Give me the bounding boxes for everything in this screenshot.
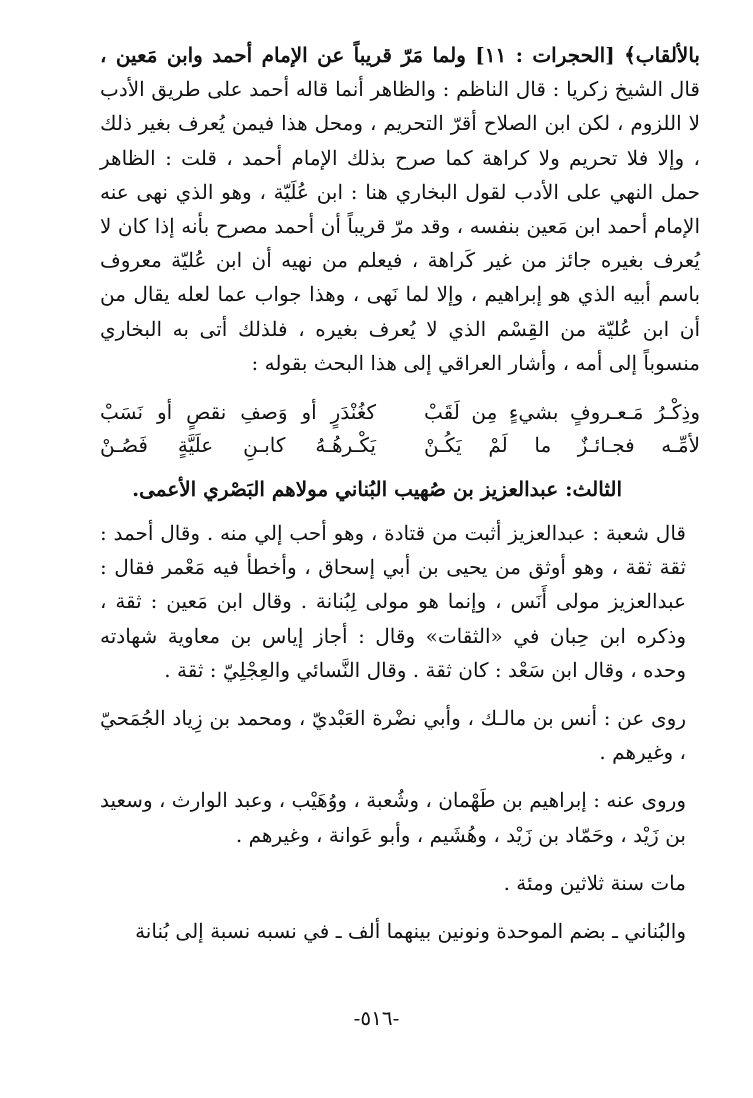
text-line: عُليّة معروف باسم أبيه الذي هو إبراهيم ، وإلا لما نَهى ، وهذا جواب xyxy=(100,248,701,307)
text-line: وروى عنه : إبراهيم بن طَهْمان ، وشُعبة ، ووُهَيْب ، وعبد الوارث ، xyxy=(158,788,686,813)
poem-hemistich: يَكْـرهُـهُ كابـنِ علَيَّةٍ فَصُـنْ xyxy=(100,433,376,458)
text-line: أحمد : ثقة ثقة ، وهو أوثق من يحيى بن أبي إسحاق ، وأخطأ فيه مَعْمر xyxy=(100,521,687,580)
poem-hemistich: كغُنْدَرٍ أو وَصفِ نقصٍ أو نَسَبْ xyxy=(100,400,376,425)
poem-hemistich: لأمِّـه فجـائـزٌ ما لَمْ يَكُـنْ xyxy=(424,433,700,458)
paragraph-nisba xyxy=(100,914,700,948)
text-line: بأنه إذا كان لا يُعرف بغيره جائز من غير كَراهة ، فيعلم من نهيه أن ابن xyxy=(100,214,700,273)
text-line: وسعيد بن زَيْد ، وحَمّاد بن زَيْد ، وهُشَيم ، وأبو عَوانة ، وغيرهم . xyxy=(100,788,686,847)
text-line: نهى عنه الإمام أحمد ابن مَعين بنفسه ، وقد مرّ قريباً أن أحمد مصرح xyxy=(100,179,700,239)
text-line: الجُمَحيّ ، وغيرهم . xyxy=(100,706,686,765)
poem-hemistich: وذِكْـرُ مَـعـروفٍ بشيءٍ مِن لَقَبْ xyxy=(424,400,700,425)
text-line: قال شعبة : عبدالعزيز أثبت من قتادة ، وهو أحب إلي منه . وقال xyxy=(160,521,686,546)
page-body xyxy=(100,38,700,948)
text-line: أتى به البخاري منسوباً إلى أمه ، وأشار العراقي إلى هذا البحث بقوله : xyxy=(100,316,700,375)
text-line: بالألقاب﴾ [الحجرات : ١١] ولما مَرّ قريباً عن الإمام أحمد وابن مَعين ، xyxy=(100,43,700,67)
text-line: ثقة ، وذكره ابن حِبان في «الثقات» وقال : أجاز إياس بن معاوية شهادته xyxy=(100,589,686,648)
text-line: فقال : عبدالعزيز مولى أَنَس ، وإنما هو مولى لِبُنانة . وقال ابن مَعين : xyxy=(100,555,687,614)
text-line: قال الشيخ زكريا : قال الناظم : والظاهر أنما قاله أحمد على طريق الأدب xyxy=(100,77,700,102)
poem-line xyxy=(100,429,700,462)
paragraph-narrated-from xyxy=(100,701,700,769)
text-line: روى عن : أنس بن مالـك ، وأبي نضْرة العَبْديّ ، ومحمد بن زِياد xyxy=(172,706,687,731)
paragraph-discussion xyxy=(100,38,700,380)
text-line: لا اللزوم ، لكن ابن الصلاح أقرّ التحريم ، ومحل هذا فيمن يُعرف بغير xyxy=(138,111,701,136)
poem-verses xyxy=(100,396,700,462)
page-number: -٥١٦- xyxy=(353,1006,400,1030)
paragraph-narrators-from-him xyxy=(100,783,700,851)
paragraph-gradings xyxy=(100,516,700,687)
text-line: والبُناني ـ بضم الموحدة ونونين بينهما ألف ـ في نسبه نسبة إلى بُنانة xyxy=(135,919,686,944)
text-line: وحده ، وقال ابن سَعْد : كان ثقة . وقال النَّسائي والعِجْلِيّ : ثقة . xyxy=(164,657,686,682)
text-line: الظاهر حمل النهي على الأدب لقول البخاري هنا : ابن عُلَيّة ، وهو الذي xyxy=(100,145,700,204)
text-line: مات سنة ثلاثين ومئة . xyxy=(503,870,686,895)
text-line: ذلك ، وإلا فلا تحريم ولا كراهة كما صرح بذلك الإمام أحمد ، قلت : xyxy=(100,111,700,170)
text-line: عما لعله يقال من أن ابن عُليّة من القِسْم الذي لا يُعرف بغيره ، فلذلك xyxy=(100,282,700,341)
narrator-heading: الثالث: عبدالعزيز بن صُهيب البُناني مولاهم البَصْري الأعمى. xyxy=(132,477,622,502)
poem-line xyxy=(100,396,700,429)
paragraph-death xyxy=(100,866,700,900)
